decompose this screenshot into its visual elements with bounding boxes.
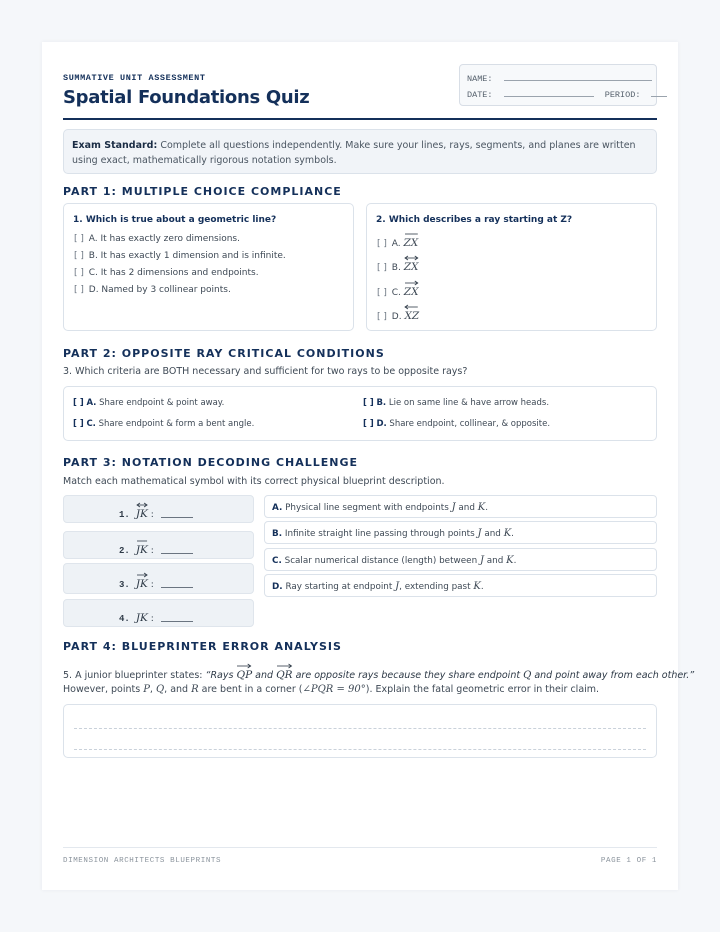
- description-text: Scalar numerical distance (length) between: [281, 556, 480, 566]
- quote-text: are opposite rays because they share endpoint: [292, 670, 524, 681]
- notation-symbol: QP: [236, 669, 253, 681]
- answer-blank[interactable]: [161, 613, 193, 622]
- q3-option-c[interactable]: [73, 419, 254, 429]
- footer-divider: [63, 847, 657, 848]
- q1-option-b[interactable]: [74, 251, 286, 261]
- option-letter: A.: [86, 398, 97, 408]
- question-5-text: [63, 666, 694, 681]
- segment-notation: [404, 234, 419, 249]
- question-text: ). Explain the fatal geometric error in their claim.: [365, 684, 600, 695]
- description-letter: A.: [272, 503, 283, 513]
- answer-line: [74, 749, 646, 750]
- answer-box[interactable]: [63, 704, 657, 758]
- date-field[interactable]: [504, 89, 594, 97]
- notation-symbol: JK: [135, 578, 148, 590]
- footer-brand: DIMENSION ARCHITECTS BLUEPRINTS: [63, 857, 222, 865]
- ray-notation: [236, 666, 252, 681]
- notation-symbol: QR: [276, 669, 293, 681]
- option-letter: B.: [391, 263, 401, 273]
- checkbox-bracket[interactable]: [ ]: [73, 419, 84, 429]
- checkbox-bracket[interactable]: [ ]: [73, 398, 84, 408]
- question-5-context: [63, 684, 599, 695]
- description-a: [264, 495, 657, 518]
- part3-instructions: Match each mathematical symbol with its correct physical blueprint description.: [63, 476, 445, 487]
- description-text: .: [511, 529, 514, 539]
- checkbox-bracket[interactable]: [ ]: [377, 288, 387, 298]
- segment-overline-icon: [404, 231, 419, 237]
- symbol-row: 2. JK :: [119, 541, 193, 556]
- description-text: Ray starting at endpoint: [282, 582, 396, 592]
- symbol-number: 3.: [119, 580, 130, 590]
- notation-symbol: ZX: [403, 261, 419, 273]
- q3-option-a[interactable]: [73, 398, 224, 408]
- question-text: are bent in a corner (: [198, 684, 303, 695]
- part2-heading: PART 2: OPPOSITE RAY CRITICAL CONDITIONS: [63, 347, 385, 360]
- checkbox-bracket[interactable]: [ ]: [74, 234, 84, 244]
- option-label: A. It has exactly zero dimensions.: [88, 234, 240, 244]
- q2-option-a[interactable]: [377, 234, 418, 249]
- quiz-sheet: [42, 42, 695, 890]
- line-notation: [136, 505, 148, 520]
- answer-line: [74, 728, 646, 729]
- symbol-number: 1.: [119, 510, 130, 520]
- line-overline-icon: [136, 502, 148, 508]
- segment-notation: [136, 541, 148, 556]
- math-var: J: [451, 502, 456, 513]
- description-text: and: [483, 556, 507, 566]
- option-letter: C.: [86, 419, 96, 429]
- description-c: [264, 548, 657, 571]
- option-letter: C.: [391, 288, 401, 298]
- question-1-card: [63, 203, 354, 331]
- description-text: .: [480, 582, 484, 592]
- option-letter: A.: [391, 239, 401, 249]
- symbol-row: 4. JK :: [119, 609, 193, 624]
- ray-right-overline-icon: [136, 572, 148, 578]
- option-label: Share endpoint & point away.: [96, 398, 225, 408]
- description-text: , extending past: [399, 582, 474, 592]
- checkbox-bracket[interactable]: [ ]: [74, 285, 84, 295]
- assessment-kicker: SUMMATIVE UNIT ASSESSMENT: [63, 73, 206, 83]
- option-label: Share endpoint & form a bent angle.: [95, 419, 255, 429]
- notation-symbol: JK: [135, 508, 148, 520]
- quote-text: and point away from each other.”: [531, 670, 695, 681]
- blueprinter-quote: [206, 670, 695, 681]
- q1-option-a[interactable]: [74, 234, 240, 244]
- notation-symbol: JK: [135, 612, 148, 624]
- description-letter: C.: [272, 556, 282, 566]
- standard-text: Complete all questions independently. Make sure your lines, rays, segments, and planes are written using exact, mathematically rigorous notation symbols.: [72, 140, 636, 166]
- math-var: K: [477, 502, 486, 513]
- option-letter: D.: [391, 312, 402, 322]
- math-var: Q: [523, 670, 532, 681]
- math-var: Q: [155, 684, 165, 695]
- period-field[interactable]: [651, 89, 667, 97]
- ray-notation: [404, 307, 419, 322]
- description-text: .: [513, 556, 517, 566]
- symbol-number: 2.: [119, 546, 130, 556]
- q2-option-c[interactable]: [377, 283, 419, 298]
- math-var: J: [477, 528, 482, 539]
- answer-blank[interactable]: [161, 545, 193, 554]
- q3-option-b[interactable]: [363, 398, 549, 408]
- q1-option-d[interactable]: [74, 285, 231, 295]
- math-var: R: [191, 684, 199, 695]
- name-label: NAME:: [467, 74, 493, 84]
- option-label: Share endpoint, collinear, & opposite.: [386, 419, 551, 429]
- ray-right-overline-icon: [236, 663, 252, 669]
- checkbox-bracket[interactable]: [ ]: [363, 419, 374, 429]
- part4-heading: PART 4: BLUEPRINTER ERROR ANALYSIS: [63, 640, 342, 653]
- segment-overline-icon: [136, 538, 148, 544]
- title-divider: [63, 118, 657, 120]
- ray-right-overline-icon: [276, 663, 293, 669]
- checkbox-bracket[interactable]: [ ]: [363, 398, 374, 408]
- part3-heading: PART 3: NOTATION DECODING CHALLENGE: [63, 456, 359, 469]
- student-info-box: [459, 64, 657, 106]
- quote-text: “Rays: [205, 670, 237, 681]
- symbol-card-3: [63, 563, 254, 594]
- option-label: Lie on same line & have arrow heads.: [386, 398, 550, 408]
- question-3-text: 3. Which criteria are BOTH necessary and sufficient for two rays to be opposite rays?: [63, 366, 468, 377]
- line-overline-icon: [404, 255, 419, 261]
- period-label: PERIOD:: [604, 90, 641, 100]
- option-label: D. Named by 3 collinear points.: [88, 285, 231, 295]
- part1-heading: PART 1: MULTIPLE CHOICE COMPLIANCE: [63, 185, 342, 198]
- description-letter: D.: [272, 582, 283, 592]
- option-label: B. It has exactly 1 dimension and is infinite.: [88, 251, 286, 261]
- question-1-text: 1. Which is true about a geometric line?: [73, 215, 277, 225]
- answer-blank[interactable]: [161, 509, 193, 518]
- q3-option-d[interactable]: [363, 419, 550, 429]
- date-label: DATE:: [467, 90, 493, 100]
- symbol-card-2: [63, 531, 254, 559]
- footer-page-number: PAGE 1 OF 1: [600, 857, 657, 865]
- symbol-card-1: [63, 495, 254, 523]
- quote-text: and: [252, 670, 277, 681]
- math-var: P: [143, 684, 150, 695]
- description-text: and: [455, 503, 478, 513]
- checkbox-bracket[interactable]: [ ]: [377, 312, 387, 322]
- q2-option-d[interactable]: [377, 307, 419, 322]
- math-var: J: [479, 555, 484, 566]
- question-2-card: [366, 203, 657, 331]
- question-text: , and: [164, 684, 192, 695]
- notation-symbol: JK: [135, 544, 148, 556]
- name-row: [467, 73, 652, 84]
- q1-option-c[interactable]: [74, 268, 259, 278]
- page-title: Spatial Foundations Quiz: [63, 87, 310, 108]
- checkbox-bracket[interactable]: [ ]: [74, 251, 84, 261]
- length-notation: [136, 609, 148, 624]
- symbol-row: 3. JK :: [119, 575, 193, 590]
- math-var: J: [395, 581, 400, 592]
- ray-notation: [276, 666, 293, 681]
- name-field[interactable]: [504, 73, 652, 81]
- exam-standard-note: [63, 129, 657, 174]
- ray-right-overline-icon: [404, 280, 419, 286]
- question-text: However, points: [63, 684, 144, 695]
- description-b: [264, 521, 657, 544]
- line-notation: [404, 258, 419, 273]
- notation-symbol: XZ: [404, 310, 420, 322]
- symbol-number: 4.: [119, 614, 130, 624]
- checkbox-bracket[interactable]: [ ]: [377, 239, 387, 249]
- option-letter: B.: [376, 398, 387, 408]
- date-period-row: [467, 89, 667, 100]
- ray-notation: [136, 575, 148, 590]
- description-text: Physical line segment with endpoints: [282, 503, 452, 513]
- option-label: C. It has 2 dimensions and endpoints.: [88, 268, 259, 278]
- description-text: .: [485, 503, 489, 513]
- question-text: 5. A junior blueprinter states:: [63, 670, 206, 681]
- answer-blank[interactable]: [161, 579, 193, 588]
- checkbox-bracket[interactable]: [ ]: [74, 268, 84, 278]
- math-var: K: [473, 581, 481, 592]
- option-letter: D.: [376, 419, 387, 429]
- q2-option-b[interactable]: [377, 258, 418, 273]
- description-text: Infinite straight line passing through points: [282, 529, 478, 539]
- description-d: [264, 574, 657, 597]
- ray-notation: [404, 283, 419, 298]
- ray-left-overline-icon: [404, 304, 419, 310]
- math-var: K: [503, 528, 512, 539]
- math-var: K: [506, 555, 514, 566]
- checkbox-bracket[interactable]: [ ]: [377, 263, 387, 273]
- notation-symbol: ZX: [403, 237, 419, 249]
- angle-expression: ∠PQR = 90°: [302, 684, 366, 695]
- standard-label: Exam Standard:: [72, 140, 158, 151]
- question-2-text: 2. Which describes a ray starting at Z?: [376, 215, 573, 225]
- description-letter: B.: [272, 529, 283, 539]
- description-text: and: [481, 529, 504, 539]
- symbol-card-4: [63, 599, 254, 627]
- symbol-row: 1. JK :: [119, 505, 193, 520]
- question-3-card: [63, 386, 657, 441]
- notation-symbol: ZX: [403, 286, 419, 298]
- question-text: ,: [149, 684, 156, 695]
